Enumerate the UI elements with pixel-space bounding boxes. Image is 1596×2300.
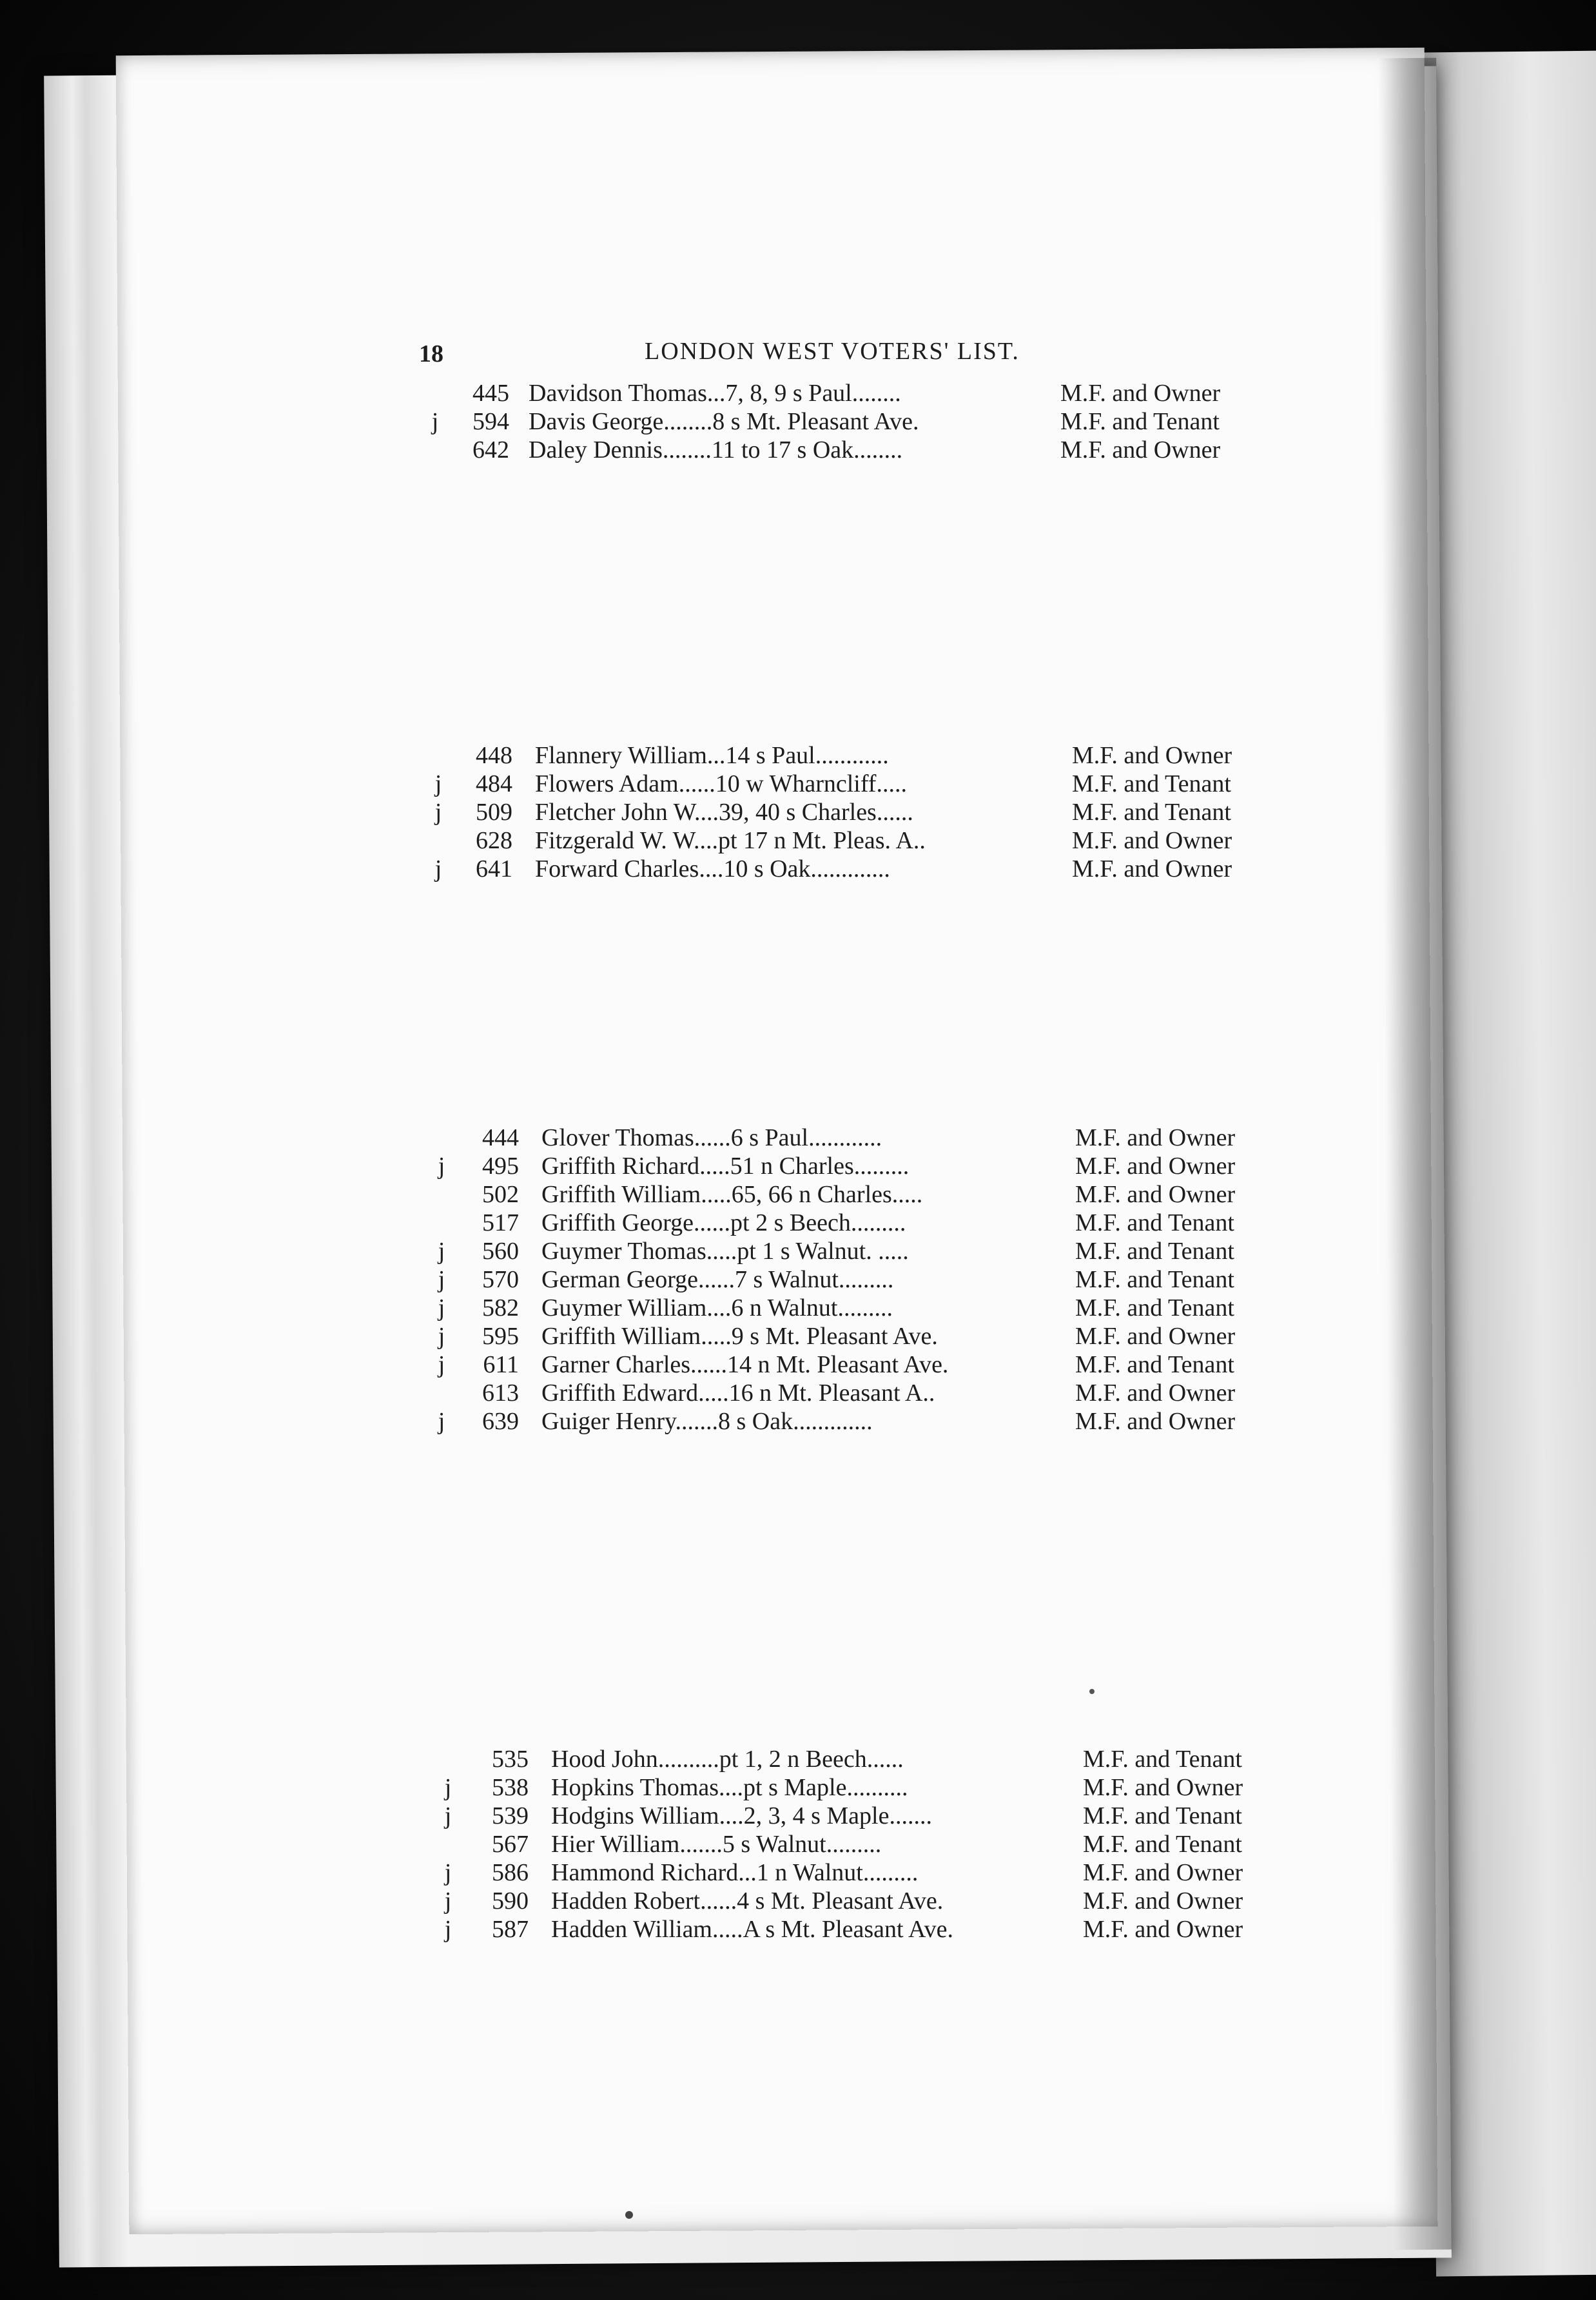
qualification: M.F. and Tenant (1075, 1266, 1234, 1293)
voter-number: 613 (482, 1379, 519, 1407)
qualification: M.F. and Tenant (1072, 770, 1231, 797)
juror-mark: j (438, 1323, 445, 1350)
page-number: 18 (419, 340, 443, 367)
voter-entry (429, 855, 1286, 883)
voter-entry (432, 1152, 1296, 1180)
voter-number: 611 (483, 1351, 519, 1378)
voter-number: 570 (482, 1266, 519, 1293)
voter-entry (438, 1773, 1302, 1802)
name-address: Griffith Edward.....16 n Mt. Pleasant A.. (541, 1379, 935, 1407)
qualification: M.F. and Owner (1075, 1379, 1236, 1407)
voter-entry (429, 798, 1286, 826)
qualification: M.F. and Owner (1083, 1887, 1243, 1915)
juror-mark: j (444, 1859, 452, 1886)
voter-number: 517 (482, 1209, 519, 1236)
name-address: Hopkins Thomas....pt s Maple.......... (551, 1774, 908, 1801)
voter-entry (432, 1322, 1296, 1350)
qualification: M.F. and Owner (1075, 1153, 1236, 1180)
voter-number: 538 (492, 1774, 529, 1801)
voter-entry (438, 1802, 1302, 1830)
voter-entry (438, 1745, 1302, 1773)
name-address: Daley Dennis........11 to 17 s Oak........ (529, 436, 903, 463)
juror-mark: j (438, 1294, 445, 1321)
voter-entry (438, 1858, 1302, 1887)
voter-entry (432, 1237, 1296, 1265)
name-address: Hammond Richard...1 n Walnut......... (551, 1859, 919, 1886)
voter-entry (432, 1209, 1296, 1237)
voter-number: 535 (492, 1746, 529, 1773)
voter-entry (438, 1830, 1302, 1858)
name-address: Griffith William.....9 s Mt. Pleasant Ave. (541, 1323, 938, 1350)
voter-number: 586 (492, 1859, 529, 1886)
qualification: M.F. and Owner (1072, 827, 1232, 854)
name-address: Hodgins William....2, 3, 4 s Maple....... (551, 1802, 932, 1829)
juror-mark: j (431, 408, 439, 435)
voter-number: 595 (482, 1323, 519, 1350)
juror-mark: j (438, 1408, 445, 1435)
voter-entry (429, 826, 1286, 855)
voter-number: 641 (476, 855, 512, 882)
voter-number: 594 (472, 408, 509, 435)
qualification: M.F. and Tenant (1083, 1831, 1242, 1858)
voter-number: 628 (476, 827, 512, 854)
name-address: Griffith George......pt 2 s Beech......... (541, 1209, 906, 1236)
qualification: M.F. and Owner (1075, 1124, 1236, 1151)
voter-entry (429, 770, 1286, 798)
voter-number: 484 (476, 770, 512, 797)
voter-number: 590 (492, 1887, 529, 1915)
voter-entry (432, 1350, 1296, 1379)
juror-mark: j (444, 1802, 452, 1829)
qualification: M.F. and Owner (1075, 1408, 1236, 1435)
name-address: Flannery William...14 s Paul............ (535, 742, 889, 769)
qualification: M.F. and Owner (1075, 1323, 1236, 1350)
juror-mark: j (438, 1266, 445, 1293)
voter-entry (425, 379, 1283, 407)
qualification: M.F. and Tenant (1083, 1746, 1242, 1773)
name-address: Davidson Thomas...7, 8, 9 s Paul........ (529, 380, 901, 407)
juror-mark: j (444, 1774, 452, 1801)
voter-number: 642 (472, 436, 509, 463)
name-address: Garner Charles......14 n Mt. Pleasant Ave. (541, 1351, 949, 1378)
voter-entry (438, 1915, 1302, 1944)
voter-number: 502 (482, 1181, 519, 1208)
juror-mark: j (444, 1887, 452, 1915)
juror-mark: j (444, 1916, 452, 1943)
juror-mark: j (438, 1238, 445, 1265)
voter-entry (432, 1294, 1296, 1322)
qualification: M.F. and Owner (1083, 1859, 1243, 1886)
voter-entry (425, 436, 1283, 464)
name-address: Hood John..........pt 1, 2 n Beech...... (551, 1746, 904, 1773)
voter-number: 582 (482, 1294, 519, 1321)
qualification: M.F. and Owner (1060, 380, 1221, 407)
name-address: Guiger Henry.......8 s Oak............. (541, 1408, 873, 1435)
voter-number: 495 (482, 1153, 519, 1180)
voter-entry (425, 407, 1283, 436)
voter-entry (432, 1180, 1296, 1209)
name-address: Glover Thomas......6 s Paul............ (541, 1124, 882, 1151)
name-address: Griffith William.....65, 66 n Charles..... (541, 1181, 923, 1208)
qualification: M.F. and Owner (1075, 1181, 1236, 1208)
voter-entry (429, 741, 1286, 770)
running-head: LONDON WEST VOTERS' LIST. (645, 338, 1020, 365)
voter-number: 587 (492, 1916, 529, 1943)
voter-entry (432, 1124, 1296, 1152)
juror-mark: j (438, 1351, 445, 1378)
qualification: M.F. and Tenant (1075, 1294, 1234, 1321)
qualification: M.F. and Tenant (1072, 799, 1231, 826)
qualification: M.F. and Owner (1072, 742, 1232, 769)
name-address: Fletcher John W....39, 40 s Charles...... (535, 799, 913, 826)
voter-number: 448 (476, 742, 512, 769)
voter-number: 639 (482, 1408, 519, 1435)
name-address: German George......7 s Walnut......... (541, 1266, 894, 1293)
juror-mark: j (438, 1153, 445, 1180)
qualification: M.F. and Tenant (1083, 1802, 1242, 1829)
name-address: Fitzgerald W. W....pt 17 n Mt. Pleas. A.. (535, 827, 926, 854)
voter-number: 444 (482, 1124, 519, 1151)
voter-entry (432, 1379, 1296, 1407)
juror-mark: j (434, 770, 442, 797)
juror-mark: j (434, 799, 442, 826)
qualification: M.F. and Tenant (1075, 1238, 1234, 1265)
voter-entry (432, 1265, 1296, 1294)
voter-number: 567 (492, 1831, 529, 1858)
qualification: M.F. and Owner (1083, 1916, 1243, 1943)
qualification: M.F. and Owner (1072, 855, 1232, 882)
voter-entry (438, 1887, 1302, 1915)
name-address: Davis George........8 s Mt. Pleasant Ave. (529, 408, 919, 435)
voter-entry (432, 1407, 1296, 1436)
voter-number: 445 (472, 380, 509, 407)
name-address: Guymer William....6 n Walnut......... (541, 1294, 893, 1321)
name-address: Hadden Robert......4 s Mt. Pleasant Ave. (551, 1887, 944, 1915)
name-address: Hadden William.....A s Mt. Pleasant Ave. (551, 1916, 953, 1943)
voter-number: 509 (476, 799, 512, 826)
voter-number: 560 (482, 1238, 519, 1265)
name-address: Forward Charles....10 s Oak............. (535, 855, 890, 882)
qualification: M.F. and Owner (1083, 1774, 1243, 1801)
qualification: M.F. and Owner (1060, 436, 1221, 463)
name-address: Hier William.......5 s Walnut......... (551, 1831, 882, 1858)
qualification: M.F. and Tenant (1075, 1351, 1234, 1378)
name-address: Griffith Richard.....51 n Charles......... (541, 1153, 910, 1180)
juror-mark: j (434, 855, 442, 882)
qualification: M.F. and Tenant (1075, 1209, 1234, 1236)
name-address: Flowers Adam......10 w Wharncliff..... (535, 770, 907, 797)
qualification: M.F. and Tenant (1060, 408, 1220, 435)
voter-number: 539 (492, 1802, 529, 1829)
name-address: Guymer Thomas.....pt 1 s Walnut. ..... (541, 1238, 909, 1265)
